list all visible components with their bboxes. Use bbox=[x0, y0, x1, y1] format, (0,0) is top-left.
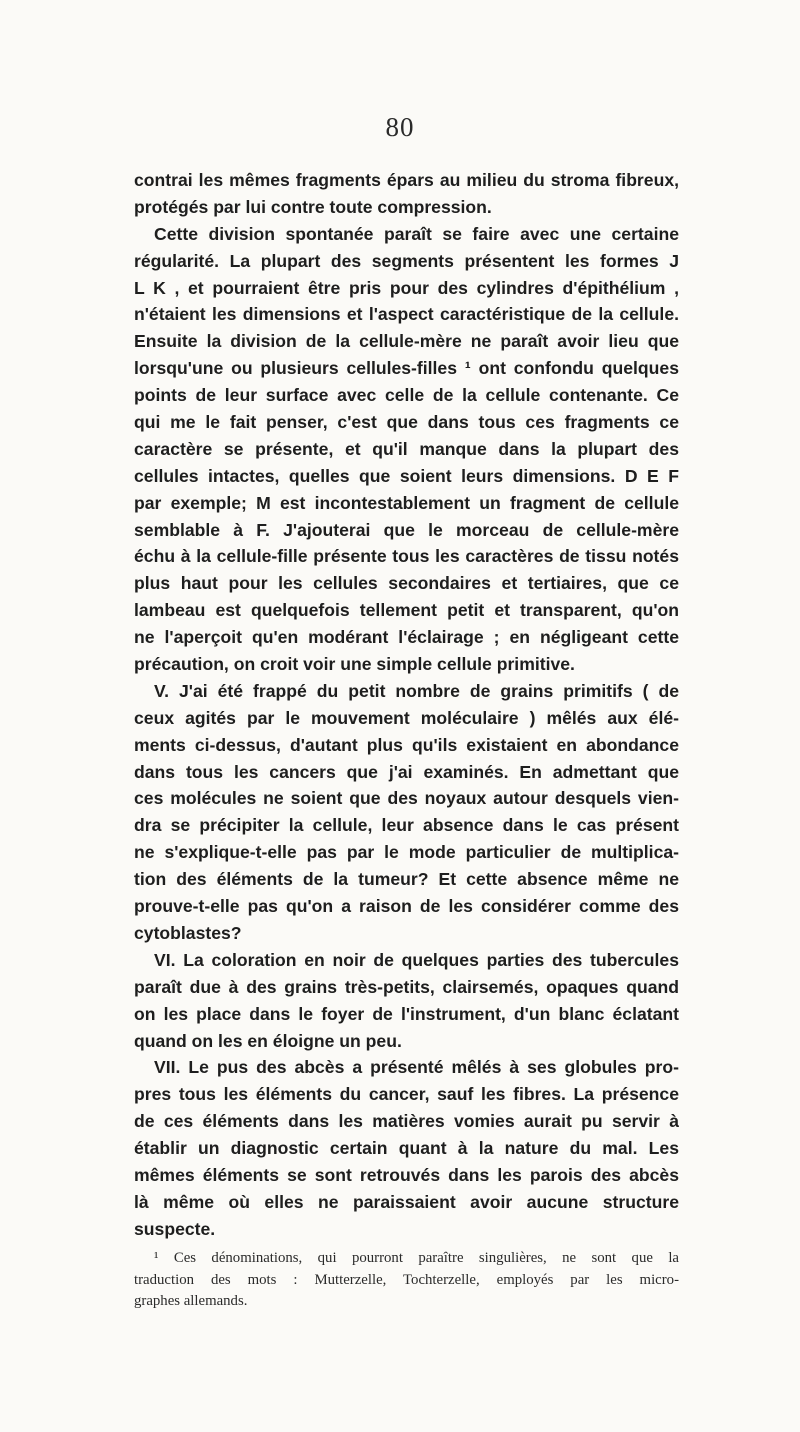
text-line: semblable à F. J'ajouterai que le morceau de cellule-mère bbox=[134, 519, 679, 540]
text-line: on les place dans le foyer de l'instrument, d'un blanc éclatant bbox=[134, 1003, 679, 1024]
text-line: établir un diagnostic certain quant à la nature du mal. Les bbox=[134, 1138, 679, 1159]
text-line: Ensuite la division de la cellule-mère ne paraît avoir lieu que bbox=[134, 331, 679, 352]
text-line: de ces éléments dans les matières vomies aurait pu servir à bbox=[134, 1111, 679, 1132]
text-line: tion des éléments de la tumeur? Et cette absence même ne bbox=[134, 869, 679, 890]
text-line: mêmes éléments se sont retrouvés dans les parois des abcès bbox=[134, 1164, 679, 1185]
text-line: L K , et pourraient être pris pour des cylindres d'épithélium , bbox=[134, 277, 679, 298]
text-line: points de leur surface avec celle de la cellule contenante. Ce bbox=[134, 385, 679, 406]
text-line: contrai les mêmes fragments épars au milieu du stroma fibreux, bbox=[134, 170, 679, 190]
body-text bbox=[134, 167, 679, 1243]
footnote-line: traduction des mots : Mutterzelle, Tochterzelle, employés par les micro- bbox=[134, 1271, 679, 1288]
text-line: protégés par lui contre toute compression. bbox=[134, 196, 492, 217]
footnote-line: ¹ Ces dénominations, qui pourront paraître singulières, ne sont que la bbox=[154, 1250, 679, 1266]
text-line: Cette division spontanée paraît se faire avec une certaine bbox=[154, 223, 679, 244]
text-line: VII. Le pus des abcès a présenté mêlés à ses globules pro- bbox=[154, 1057, 679, 1078]
text-line: V. J'ai été frappé du petit nombre de grains primitifs ( de bbox=[154, 680, 679, 701]
text-line: échu à la cellule-fille présente tous les caractères de tissu notés bbox=[134, 546, 679, 567]
footnote bbox=[134, 1248, 679, 1313]
text-line: cytoblastes? bbox=[134, 922, 242, 943]
text-line: plus haut pour les cellules secondaires et tertiaires, que ce bbox=[134, 573, 679, 594]
text-line: qui me le fait penser, c'est que dans tous ces fragments ce bbox=[134, 412, 679, 433]
text-line: ne s'explique-t-elle pas par le mode particulier de multiplica- bbox=[134, 842, 679, 863]
text-line: prouve-t-elle pas qu'on a raison de les considérer comme des bbox=[134, 896, 679, 917]
text-line: caractère se présente, et qu'il manque dans la plupart des bbox=[134, 438, 679, 459]
text-line: dra se précipiter la cellule, leur absence dans le cas présent bbox=[134, 815, 679, 836]
text-line: quand on les en éloigne un peu. bbox=[134, 1030, 402, 1051]
text-line: lambeau est quelquefois tellement petit et transparent, qu'on bbox=[134, 600, 679, 621]
text-line: pres tous les éléments du cancer, sauf les fibres. La présence bbox=[134, 1084, 679, 1105]
text-line: paraît due à des grains très-petits, clairsemés, opaques quand bbox=[134, 976, 679, 997]
footnote-line: graphes allemands. bbox=[134, 1293, 248, 1309]
text-line: ne l'aperçoit qu'en modérant l'éclairage ; en négligeant cette bbox=[134, 627, 679, 648]
text-line: n'étaient les dimensions et l'aspect caractéristique de la cellule. bbox=[134, 304, 679, 325]
text-line: par exemple; M est incontestablement un fragment de cellule bbox=[134, 492, 679, 513]
page-number: 80 bbox=[385, 112, 415, 142]
text-line: ces molécules ne soient que des noyaux autour desquels vien- bbox=[134, 788, 679, 809]
text-line: ments ci-dessus, d'autant plus qu'ils existaient en abondance bbox=[134, 734, 679, 755]
text-line: ceux agités par le mouvement moléculaire ) mêlés aux élé- bbox=[134, 707, 679, 728]
text-line: dans tous les cancers que j'ai examinés. En admettant que bbox=[134, 761, 679, 782]
text-line: là même où elles ne paraissaient avoir aucune structure bbox=[134, 1191, 679, 1212]
text-line: suspecte. bbox=[134, 1218, 216, 1239]
text-line: précaution, on croit voir une simple cellule primitive. bbox=[134, 654, 575, 675]
text-line: VI. La coloration en noir de quelques parties des tubercules bbox=[154, 949, 679, 970]
text-line: lorsqu'une ou plusieurs cellules-filles ¹ ont confondu quelques bbox=[134, 358, 679, 379]
text-line: cellules intactes, quelles que soient leurs dimensions. D E F bbox=[134, 465, 679, 486]
text-line: régularité. La plupart des segments présentent les formes J bbox=[134, 250, 679, 271]
